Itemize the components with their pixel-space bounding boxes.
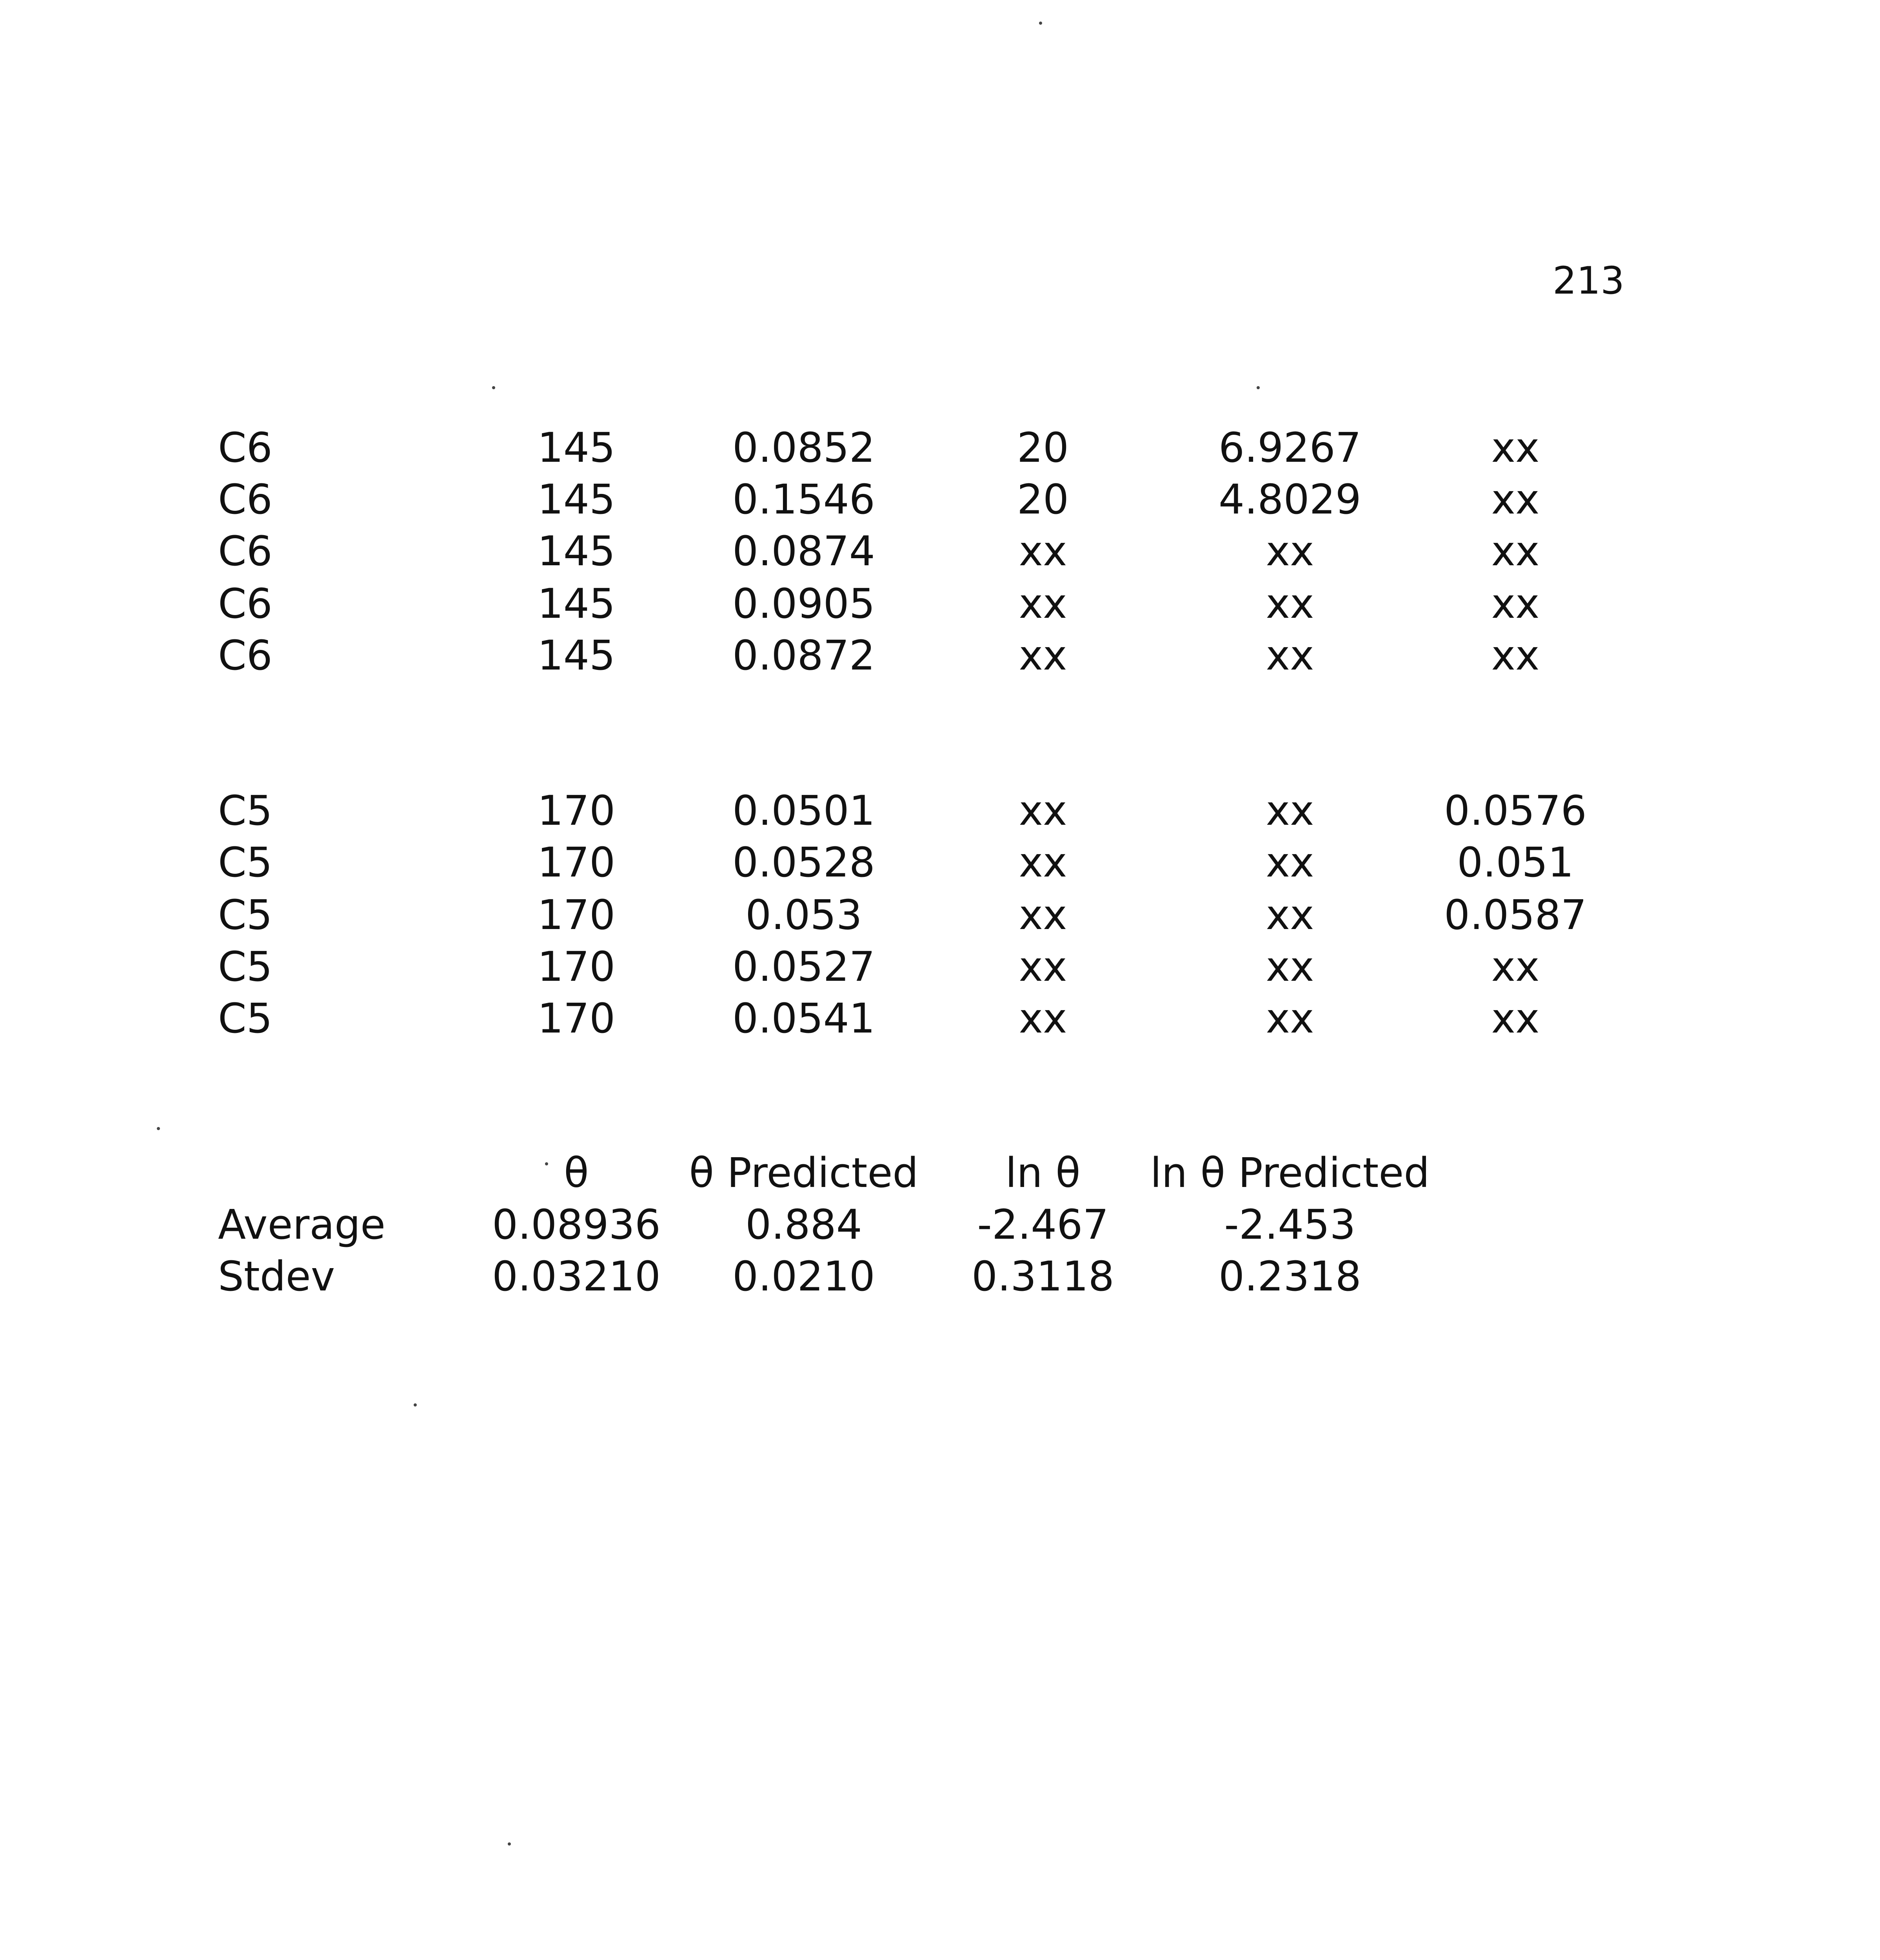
summary-row xyxy=(0,1201,1880,1251)
row-label: C5 xyxy=(218,891,272,939)
table-cell: 0.08936 xyxy=(492,1201,661,1249)
table-cell: 0.0210 xyxy=(732,1252,875,1300)
table-cell: xx xyxy=(1491,580,1540,628)
table-cell: 0.3118 xyxy=(972,1252,1114,1300)
table-cell: xx xyxy=(1266,527,1314,575)
table-cell: xx xyxy=(1491,424,1540,472)
scan-speck xyxy=(414,1403,417,1406)
row-label: C5 xyxy=(218,838,272,886)
column-header: θ Predicted xyxy=(689,1149,919,1197)
table-cell: 170 xyxy=(537,891,616,939)
table-cell: 0.0872 xyxy=(732,632,875,679)
table-row xyxy=(0,580,1880,630)
table-cell: 145 xyxy=(537,527,616,575)
table-cell: xx xyxy=(1266,632,1314,679)
table-cell: xx xyxy=(1491,943,1540,991)
table-cell: xx xyxy=(1019,580,1067,628)
table-cell: 145 xyxy=(537,632,616,679)
row-label: Stdev xyxy=(218,1252,335,1300)
column-header: θ xyxy=(564,1149,589,1197)
row-label: C6 xyxy=(218,475,272,523)
table-cell: 0.0905 xyxy=(732,580,875,628)
table-row xyxy=(0,995,1880,1045)
summary-header-row xyxy=(0,1149,1880,1200)
summary-row xyxy=(0,1252,1880,1303)
table-cell: xx xyxy=(1019,943,1067,991)
table-cell: 20 xyxy=(1017,475,1069,523)
table-cell: xx xyxy=(1019,632,1067,679)
scan-speck xyxy=(1039,22,1042,25)
table-cell: xx xyxy=(1019,838,1067,886)
table-cell: 0.0874 xyxy=(732,527,875,575)
row-label: C6 xyxy=(218,424,272,472)
scan-speck xyxy=(157,1127,160,1130)
table-row xyxy=(0,475,1880,526)
table-cell: 0.0852 xyxy=(732,424,875,472)
table-cell: 4.8029 xyxy=(1219,475,1361,523)
table-cell: 170 xyxy=(537,995,616,1042)
scan-speck xyxy=(1257,386,1260,389)
table-cell: 0.0527 xyxy=(732,943,875,991)
table-cell: xx xyxy=(1266,580,1314,628)
table-cell: 0.2318 xyxy=(1219,1252,1361,1300)
table-cell: 0.884 xyxy=(745,1201,862,1249)
table-cell: xx xyxy=(1491,527,1540,575)
row-label: C6 xyxy=(218,527,272,575)
scan-speck xyxy=(492,386,495,389)
table-row xyxy=(0,424,1880,474)
row-label: C6 xyxy=(218,632,272,679)
table-cell: 20 xyxy=(1017,424,1069,472)
table-cell: 0.0501 xyxy=(732,787,875,835)
table-cell: 0.053 xyxy=(745,891,862,939)
table-cell: xx xyxy=(1266,787,1314,835)
column-header: ln θ Predicted xyxy=(1150,1149,1430,1197)
table-cell: xx xyxy=(1491,632,1540,679)
row-label: C5 xyxy=(218,943,272,991)
page-number: 213 xyxy=(1553,259,1625,303)
table-cell: -2.467 xyxy=(977,1201,1109,1249)
table-cell: xx xyxy=(1491,995,1540,1042)
table-cell: xx xyxy=(1266,995,1314,1042)
table-row xyxy=(0,787,1880,837)
table-cell: 0.0576 xyxy=(1444,787,1587,835)
table-cell: xx xyxy=(1491,475,1540,523)
table-cell: 0.0587 xyxy=(1444,891,1587,939)
table-cell: xx xyxy=(1266,891,1314,939)
column-header: ln θ xyxy=(1005,1149,1081,1197)
table-cell: 170 xyxy=(537,787,616,835)
table-cell: 0.03210 xyxy=(492,1252,661,1300)
row-label: Average xyxy=(218,1201,386,1249)
table-cell: 0.051 xyxy=(1457,838,1574,886)
table-cell: xx xyxy=(1266,943,1314,991)
table-cell: 0.0541 xyxy=(732,995,875,1042)
table-cell: xx xyxy=(1019,527,1067,575)
table-row xyxy=(0,527,1880,578)
table-row xyxy=(0,838,1880,889)
table-row xyxy=(0,632,1880,682)
table-cell: 6.9267 xyxy=(1219,424,1361,472)
table-cell: xx xyxy=(1019,787,1067,835)
row-label: C5 xyxy=(218,787,272,835)
table-cell: 170 xyxy=(537,943,616,991)
table-cell: 0.0528 xyxy=(732,838,875,886)
table-cell: 145 xyxy=(537,475,616,523)
table-cell: 145 xyxy=(537,424,616,472)
row-label: C5 xyxy=(218,995,272,1042)
table-cell: 0.1546 xyxy=(732,475,875,523)
table-row xyxy=(0,943,1880,993)
table-row xyxy=(0,891,1880,942)
scan-speck xyxy=(545,1162,548,1165)
table-cell: xx xyxy=(1019,891,1067,939)
table-cell: 145 xyxy=(537,580,616,628)
row-label: C6 xyxy=(218,580,272,628)
table-cell: xx xyxy=(1266,838,1314,886)
scan-speck xyxy=(508,1842,511,1846)
table-cell: xx xyxy=(1019,995,1067,1042)
table-cell: -2.453 xyxy=(1224,1201,1356,1249)
table-cell: 170 xyxy=(537,838,616,886)
